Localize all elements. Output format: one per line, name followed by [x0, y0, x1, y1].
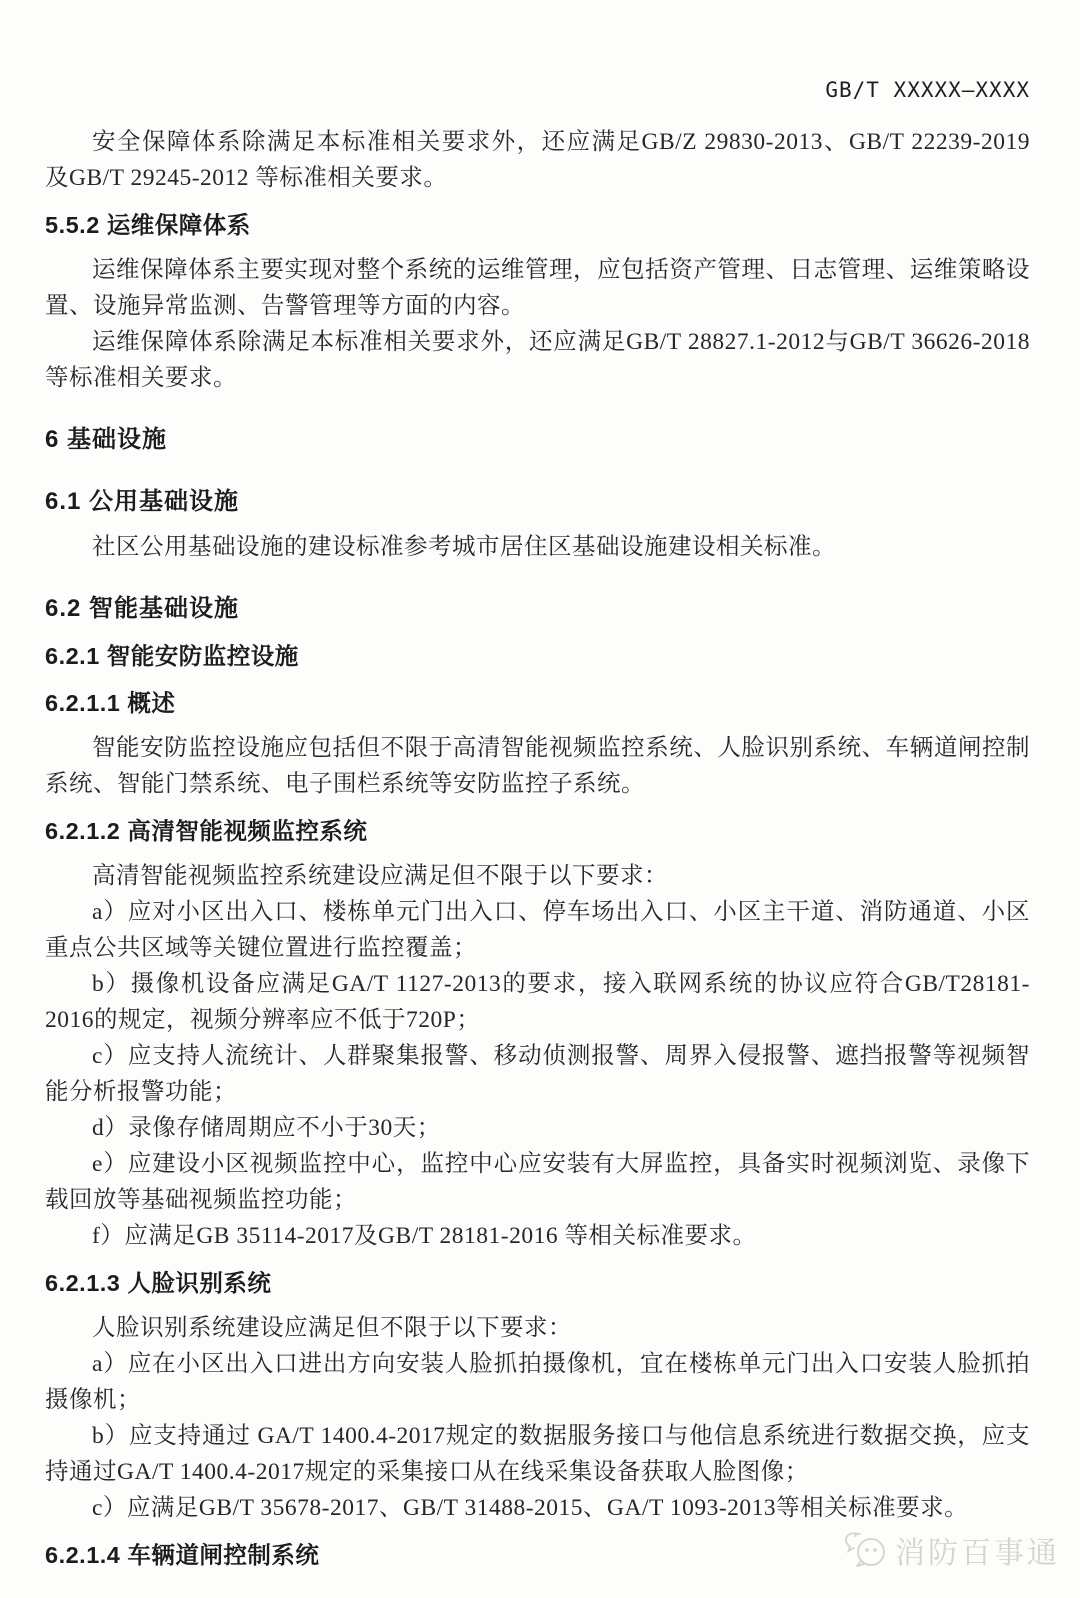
heading-6-infrastructure: 6 基础设施 [45, 426, 168, 453]
doc-number: GB/T XXXXX—XXXX [825, 78, 1030, 102]
heading-5-5-2-ops-support-system: 5.5.2 运维保障体系 [45, 212, 251, 238]
para-security-system-requirements: 安全保障体系除满足本标准相关要求外，还应满足GB/Z 29830-2013、GB/T 22239-2019 及GB/T 29245-2012 等标准相关要求。 [45, 129, 1030, 191]
heading-6-1-public-infrastructure: 6.1 公用基础设施 [45, 488, 240, 515]
list-item-b-face-data-interface: b）应支持通过 GA/T 1400.4-2017规定的数据服务接口与他信息系统进行数据交换，应支持通过GA/T 1400.4-2017规定的采集接口从在线采集设备获取人脸图像； [45, 1423, 1030, 1485]
list-item-f-video-standards: f）应满足GB 35114-2017及GB/T 28181-2016 等相关标准要求。 [92, 1223, 757, 1249]
para-ops-support-standards: 运维保障体系除满足本标准相关要求外，还应满足GB/T 28827.1-2012与GB/T 36626-2018 等标准相关要求。 [45, 329, 1030, 391]
heading-6-2-1-4-vehicle-barrier-control: 6.2.1.4 车辆道闸控制系统 [45, 1542, 320, 1568]
heading-6-2-1-2-hd-video-surveillance: 6.2.1.2 高清智能视频监控系统 [45, 818, 368, 844]
heading-6-2-1-1-overview: 6.2.1.1 概述 [45, 690, 176, 716]
list-item-a-face-cameras: a）应在小区出入口进出方向安装人脸抓拍摄像机，宜在楼栋单元门出入口安装人脸抓拍摄像机； [45, 1351, 1030, 1413]
para-public-infrastructure: 社区公用基础设施的建设标准参考城市居住区基础设施建设相关标准。 [92, 534, 836, 560]
list-item-c-face-standards: c）应满足GB/T 35678-2017、GB/T 31488-2015、GA/T 1093-2013等相关标准要求。 [92, 1495, 969, 1521]
heading-6-2-1-3-face-recognition: 6.2.1.3 人脸识别系统 [45, 1270, 272, 1296]
para-face-requirements-intro: 人脸识别系统建设应满足但不限于以下要求： [92, 1315, 572, 1341]
list-item-d-storage-period: d）录像存储周期应不小于30天； [92, 1115, 441, 1141]
list-item-b-camera-standards: b）摄像机设备应满足GA/T 1127-2013的要求，接入联网系统的协议应符合GB/T28181-2016的规定，视频分辨率应不低于720P； [45, 971, 1030, 1033]
watermark-label: 消防百事通 [895, 1537, 1060, 1570]
heading-6-2-1-security-monitoring-facilities: 6.2.1 智能安防监控设施 [45, 643, 299, 669]
para-security-monitoring-overview: 智能安防监控设施应包括但不限于高清智能视频监控系统、人脸识别系统、车辆道闸控制系统、智能门禁系统、电子围栏系统等安防监控子系统。 [45, 735, 1030, 797]
para-video-requirements-intro: 高清智能视频监控系统建设应满足但不限于以下要求： [92, 863, 668, 889]
para-ops-support-overview: 运维保障体系主要实现对整个系统的运维管理，应包括资产管理、日志管理、运维策略设置、设施异常监测、告警管理等方面的内容。 [45, 257, 1030, 319]
list-item-c-video-analytics: c）应支持人流统计、人群聚集报警、移动侦测报警、周界入侵报警、遮挡报警等视频智能分析报警功能； [45, 1043, 1030, 1105]
heading-6-2-smart-infrastructure: 6.2 智能基础设施 [45, 595, 240, 622]
list-item-a-video-coverage: a）应对小区出入口、楼栋单元门出入口、停车场出入口、小区主干道、消防通道、小区重点公共区域等关键位置进行监控覆盖； [45, 899, 1030, 961]
list-item-e-monitoring-center: e）应建设小区视频监控中心，监控中心应安装有大屏监控，具备实时视频浏览、录像下载回放等基础视频监控功能； [45, 1151, 1030, 1213]
watermark [843, 1528, 1060, 1572]
chat-bubbles-smiley-icon [843, 1530, 889, 1570]
